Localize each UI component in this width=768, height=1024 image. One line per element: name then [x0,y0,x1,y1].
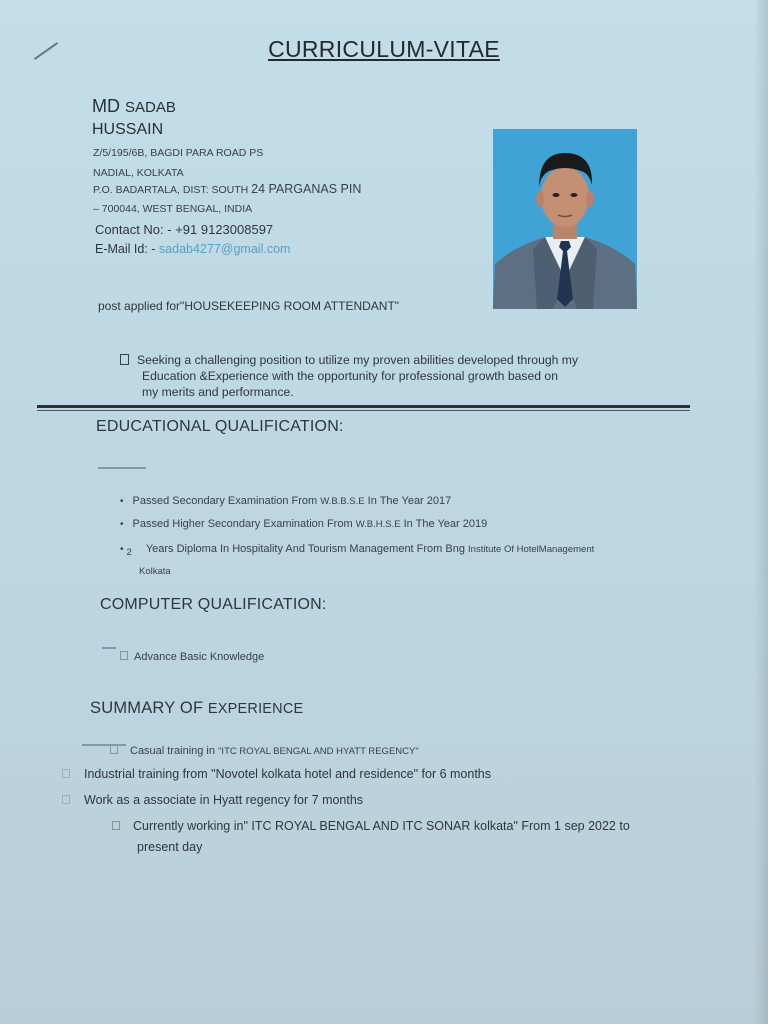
experience-item: Work as a associate in Hyatt regency for 7 months [62,793,363,807]
section-divider [37,405,690,408]
computer-heading: COMPUTER QUALIFICATION: [100,596,327,613]
address-line: NADIAL, KOLKATA [93,167,184,179]
profile-photo [493,129,637,309]
address-line: Z/5/195/6B, BAGDI PARA ROAD PS [93,147,264,159]
section-divider-thin [37,410,690,411]
box-bullet-icon [62,769,70,778]
education-heading: EDUCATIONAL QUALIFICATION: [96,418,344,435]
name-prefix: MD [92,96,120,116]
box-bullet-icon [110,745,118,754]
career-objective [120,352,578,400]
bullet-icon: • [120,544,124,555]
objective-line: Seeking a challenging position to utilize my proven abilities developed through my [120,352,578,368]
box-bullet-icon [62,795,70,804]
experience-heading: SUMMARY OF EXPERIENCE [90,699,304,717]
objective-line: Education &Experience with the opportunity for professional growth based on [142,369,558,383]
address-part: P.O. BADARTALA, DIST: SOUTH [93,184,249,196]
experience-item-cont: present day [137,840,203,854]
education-item-city: Kolkata [139,566,171,577]
heading-dash [102,647,116,649]
education-item: • Passed Higher Secondary Examination From W.B.H.S.E In The Year 2019 [120,518,488,530]
email-line [95,242,290,256]
education-item: • 2 Years Diploma In Hospitality And Tourism Management From Bng Institute Of HotelManagement [120,543,595,558]
box-bullet-icon [120,354,129,365]
address-line: – 700044, WEST BENGAL, INDIA [93,203,253,215]
experience-item: Currently working in" ITC ROYAL BENGAL AND ITC SONAR kolkata" From 1 sep 2022 to [112,819,630,833]
address-part: 24 PARGANAS PIN [251,182,362,196]
education-item: • Passed Secondary Examination From W.B.B.S.E In The Year 2017 [120,495,452,507]
paper-shadow-edge [754,0,768,1024]
experience-item: Industrial training from "Novotel kolkata hotel and residence" for 6 months [62,767,491,781]
name-line-1 [92,96,176,117]
address-line [93,182,361,196]
name-last: HUSSAIN [92,121,164,138]
email-link[interactable]: sadab4277@gmail.com [158,242,291,256]
post-applied: post applied for"HOUSEKEEPING ROOM ATTENDANT" [98,299,400,313]
person-portrait [493,129,637,309]
experience-item: Casual training in "ITC ROYAL BENGAL AND HYATT REGENCY" [110,745,419,757]
bullet-icon: • [120,496,124,507]
bullet-icon: • [120,519,124,530]
objective-line: my merits and performance. [142,385,294,399]
contact-number: Contact No: - +91 9123008597 [95,222,274,237]
name-first: SADAB [125,99,176,116]
page-title: CURRICULUM-VITAE [268,36,500,62]
computer-item: Advance Basic Knowledge [120,651,264,663]
box-bullet-icon [112,821,120,830]
email-label: E-Mail Id: - [95,242,156,256]
box-bullet-icon [120,651,128,660]
heading-dash [98,467,146,469]
